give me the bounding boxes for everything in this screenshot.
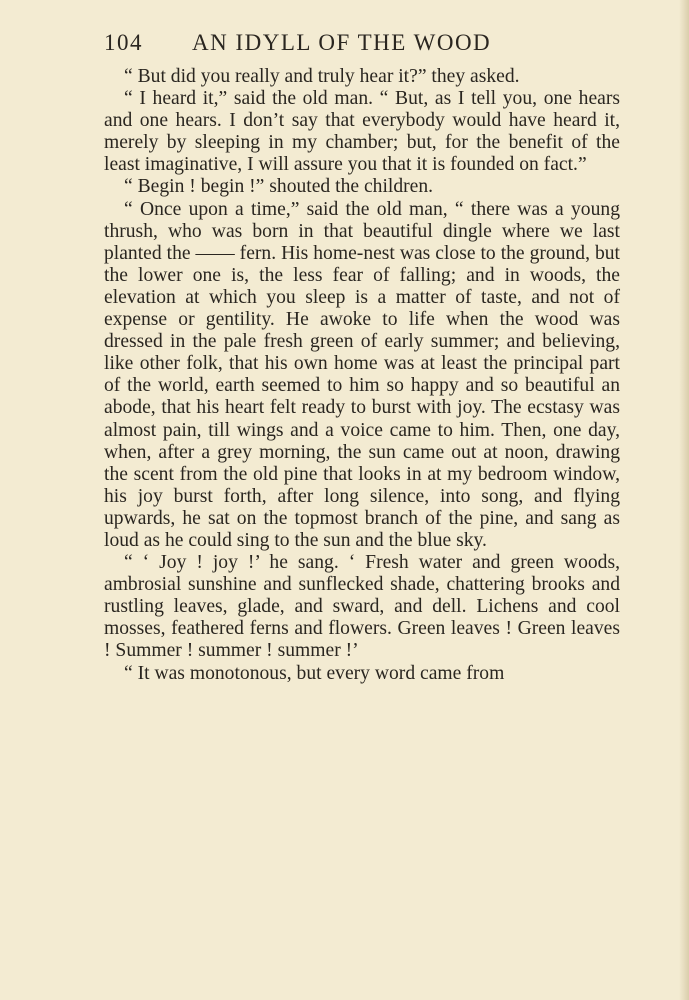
paragraph: “ ‘ Joy ! joy !’ he sang. ‘ Fresh water and green woods, ambrosial sunshine and sunflecked shade, chattering brooks and rustling leaves, glade, and sward, and dell. Lichens and cool mosses, feathered ferns and flowers. Green leaves ! Green leaves ! Summer ! summer ! summer !’	[104, 552, 620, 662]
paragraph: “ Begin ! begin !” shouted the children.	[124, 176, 434, 198]
paragraph: “ Once upon a time,” said the old man, “ there was a young thrush, who was born in that beautiful dingle where we last planted the —— fern. His home-nest was close to the ground, but the lower one is, the less fear of falling; and in woods, the elevation at which you sleep is a matter of taste, and not of expense or gentility. He awoke to life when the wood was dressed in the pale fresh green of early summer; and believing, like other folk, that his own home was at least the principal part of the world, earth seemed to him so happy and so beautiful an abode, that his heart felt ready to burst with joy. The ecstasy was almost pain, till wings and a voice came to him. Then, one day, when, after a grey morning, the sun came out at noon, drawing the scent from the old pine that looks in at my bedroom window, his joy burst forth, after long silence, into song, and flying upwards, he sat on the topmost branch of the pine, and sang as loud as he could sing to the sun and the blue sky.	[104, 198, 620, 551]
running-title: AN IDYLL OF THE WOOD	[192, 30, 492, 55]
paragraph: “ It was monotonous, but every word came from	[124, 662, 505, 684]
page-number: 104	[104, 30, 143, 55]
page-edge-shadow	[679, 0, 689, 1000]
page-header	[104, 30, 620, 58]
paragraph: “ I heard it,” said the old man. “ But, as I tell you, one hears and one hears. I don’t say that everybody would have heard it, merely by sleeping in my chamber; but, for the benefit of the least imaginative, I will assure you that it is founded on fact.”	[104, 88, 620, 176]
page-body	[104, 66, 620, 685]
paragraph: “ But did you really and truly hear it?” they asked.	[124, 66, 520, 87]
